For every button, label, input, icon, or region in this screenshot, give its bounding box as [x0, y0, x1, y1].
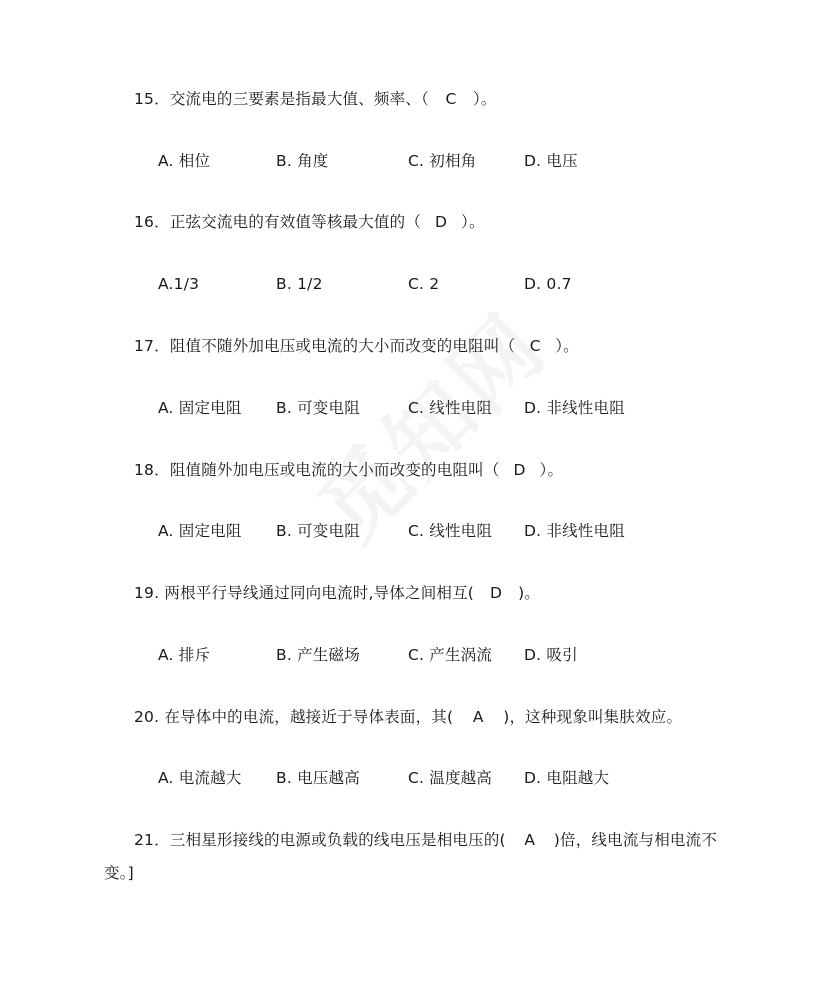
option-b: B. 1/2	[276, 275, 323, 293]
option-b: B. 可变电阻	[276, 522, 360, 540]
question-stem-end: ）。	[555, 337, 579, 355]
option-c: C. 2	[408, 275, 440, 293]
question-stem-end: ）。	[539, 461, 564, 479]
option-a: A. 固定电阻	[158, 522, 242, 540]
question-stem: 19. 两根平行导线通过同向电流时,导体之间相互(	[134, 584, 475, 602]
question-stem-end: ）。	[461, 213, 485, 231]
option-a: A. 固定电阻	[158, 399, 242, 417]
question-stem-end: )。	[518, 584, 541, 602]
answer: D	[513, 461, 526, 479]
question-21	[134, 830, 717, 850]
option-b: B. 产生磁场	[276, 646, 360, 664]
answer: D	[489, 584, 503, 602]
option-d: D. 电阻越大	[524, 769, 610, 787]
question-stem-end: ）。	[472, 90, 497, 108]
question-18	[134, 460, 563, 480]
answer: C	[529, 337, 541, 355]
option-b: B. 角度	[276, 152, 329, 170]
question-16	[134, 212, 485, 232]
option-c: C. 产生涡流	[408, 646, 493, 664]
question-stem: 18．阻值随外加电压或电流的大小而改变的电阻叫（	[134, 461, 500, 479]
question-stem-end: )倍，线电流与相电流不	[553, 831, 718, 849]
option-c: C. 线性电阻	[408, 399, 493, 417]
option-a: A. 相位	[158, 152, 211, 170]
question-stem: 17．阻值不随外加电压或电流的大小而改变的电阻叫（	[134, 337, 516, 355]
option-b: B. 可变电阻	[276, 399, 360, 417]
option-d: D. 非线性电阻	[524, 522, 625, 540]
question-stem-end: )，这种现象叫集肤效应。	[503, 708, 683, 726]
option-a: A. 电流越大	[158, 769, 242, 787]
option-d: D. 0.7	[524, 275, 572, 293]
question-stem: 15．交流电的三要素是指最大值、频率、（	[134, 90, 429, 108]
question-20	[134, 707, 682, 727]
question-stem: 20. 在导体中的电流，越接近于导体表面，其(	[134, 708, 454, 726]
question-stem: 16．正弦交流电的有效值等核最大值的（	[134, 213, 422, 231]
answer: A	[472, 708, 484, 726]
option-a: A.1/3	[158, 275, 200, 293]
answer: A	[524, 831, 536, 849]
question-21-continuation: 变。]	[104, 864, 134, 882]
answer: C	[445, 90, 457, 108]
option-c: C. 初相角	[408, 152, 477, 170]
option-b: B. 电压越高	[276, 769, 360, 787]
question-15	[134, 89, 497, 109]
question-stem: 21．三相星形接线的电源或负载的线电压是相电压的(	[134, 831, 506, 849]
answer: D	[434, 213, 448, 231]
option-d: D. 电压	[524, 152, 578, 170]
option-c: C. 温度越高	[408, 769, 493, 787]
question-17	[134, 336, 579, 356]
option-a: A. 排斥	[158, 646, 211, 664]
option-c: C. 线性电阻	[408, 522, 493, 540]
option-d: D. 吸引	[524, 646, 578, 664]
option-d: D. 非线性电阻	[524, 399, 625, 417]
question-19	[134, 583, 540, 603]
